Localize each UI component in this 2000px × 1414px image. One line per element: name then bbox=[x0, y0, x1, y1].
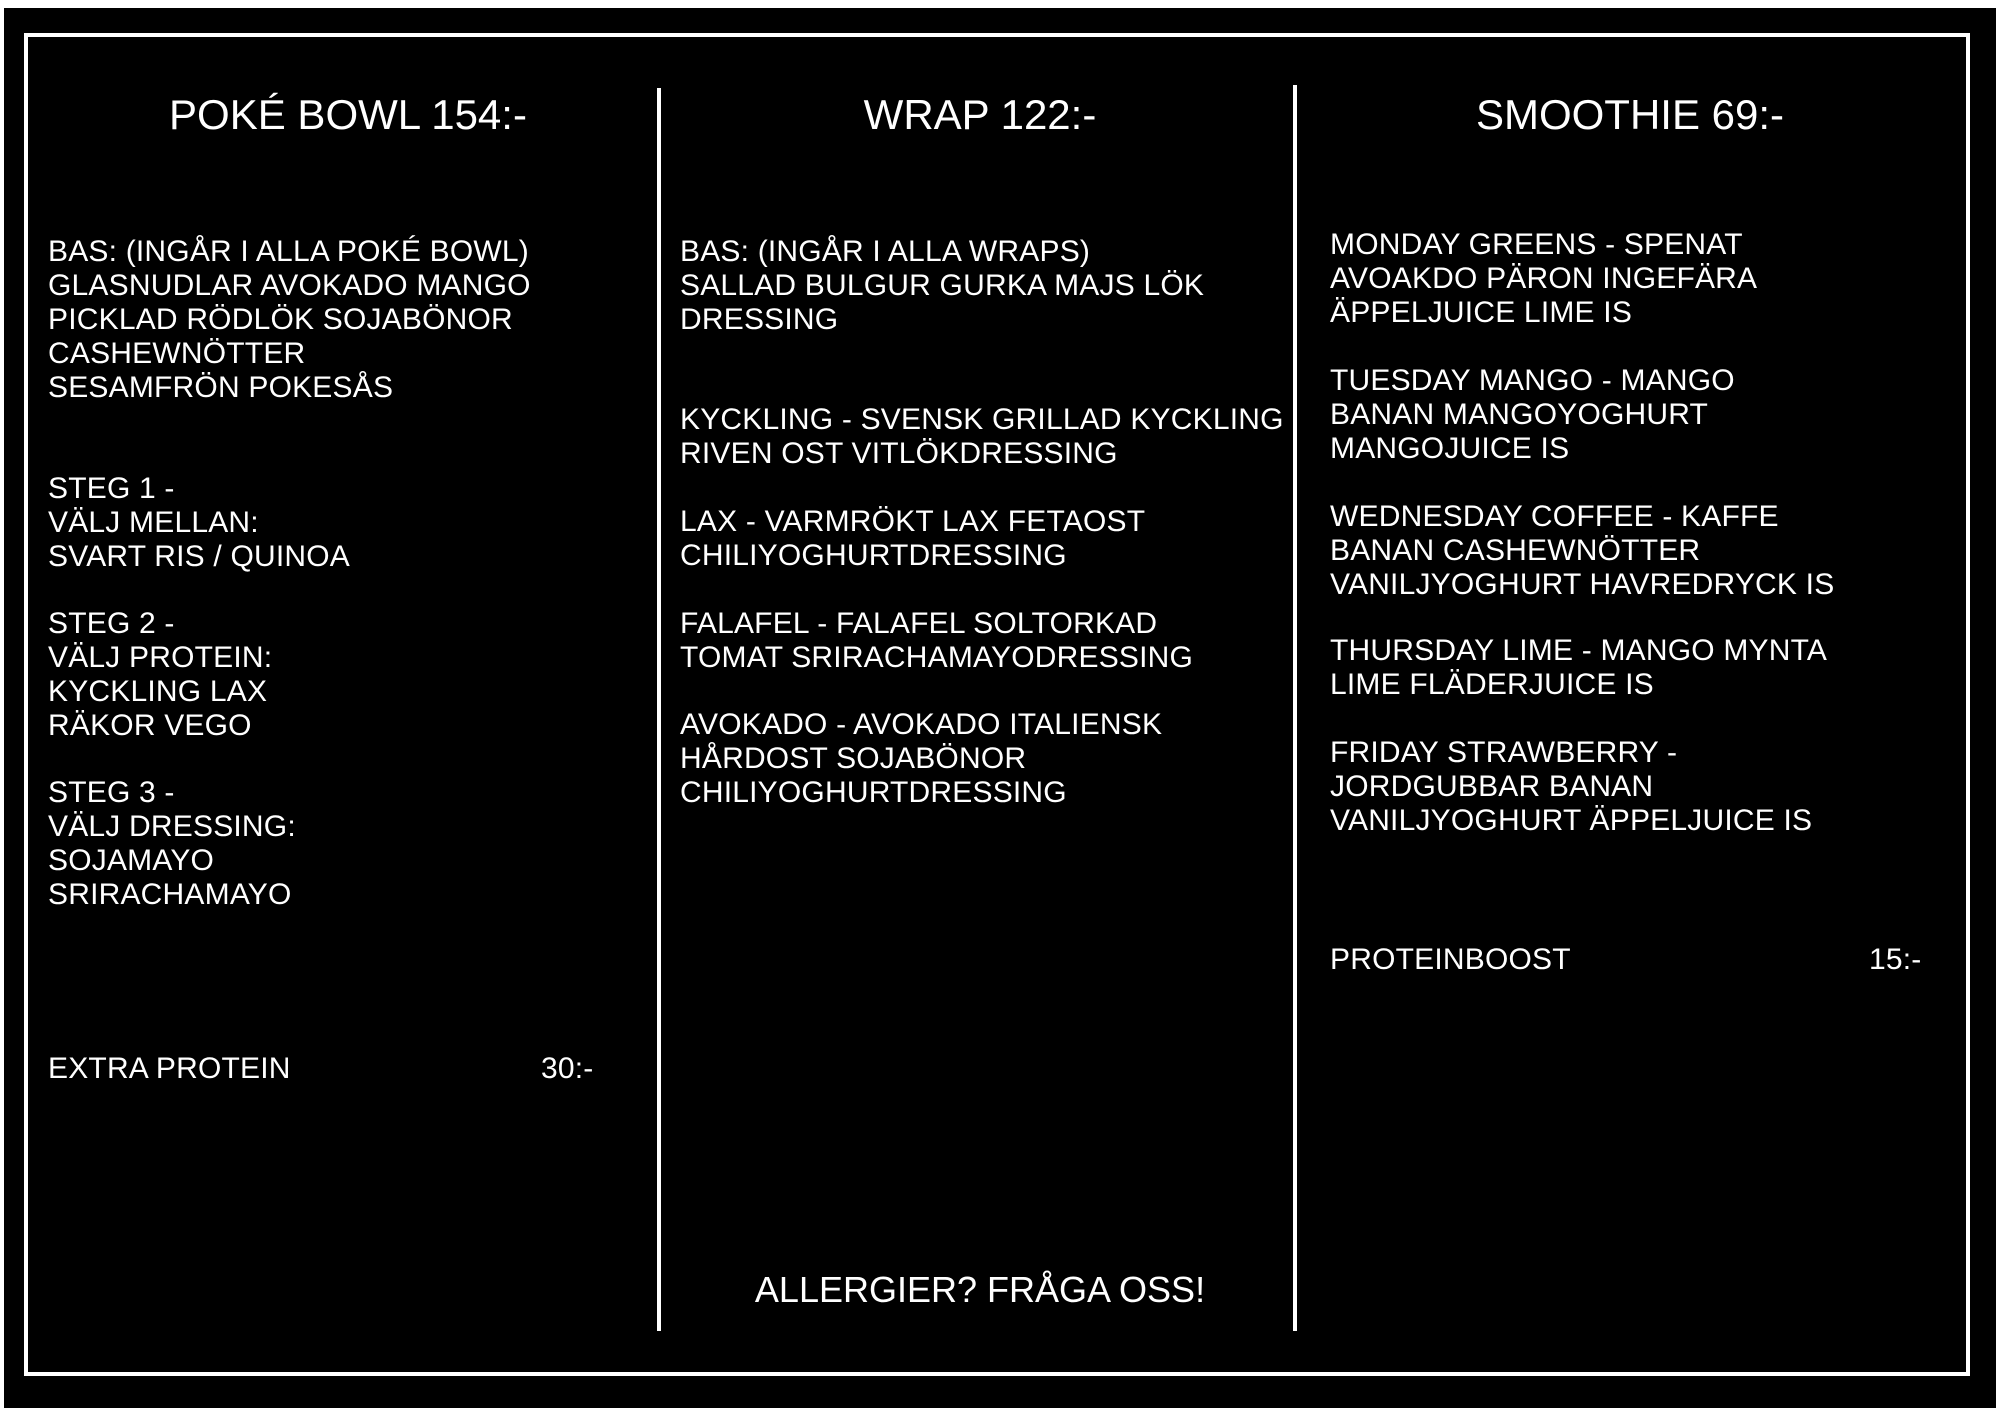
poke-step-3-line: VÄLJ DRESSING: bbox=[48, 810, 296, 843]
poke-bowl-heading: POKÉ BOWL 154:- bbox=[169, 91, 527, 138]
smoothie-monday-line: MONDAY GREENS - SPENAT bbox=[1330, 228, 1743, 261]
smoothie-thursday-line: THURSDAY LIME - MANGO MYNTA bbox=[1330, 634, 1828, 667]
smoothie-monday-block bbox=[1330, 228, 1757, 330]
wrap-heading: WRAP 122:- bbox=[863, 91, 1097, 138]
poke-step-2-line: RÄKOR VEGO bbox=[48, 709, 252, 742]
wrap-lax-line: LAX - VARMRÖKT LAX FETAOST bbox=[680, 505, 1146, 538]
protein-boost-price: 15:- bbox=[1869, 943, 1922, 976]
extra-protein-row bbox=[48, 1052, 608, 1086]
wrap-falafel-line: FALAFEL - FALAFEL SOLTORKAD bbox=[680, 607, 1158, 640]
poke-base-line: CASHEWNÖTTER bbox=[48, 337, 306, 370]
poke-step-3-line: SRIRACHAMAYO bbox=[48, 878, 292, 911]
poke-base-line: SESAMFRÖN POKESÅS bbox=[48, 371, 394, 404]
poke-step-2-line: KYCKLING LAX bbox=[48, 675, 268, 708]
smoothie-heading: SMOOTHIE 69:- bbox=[1475, 91, 1785, 138]
wrap-base-line: DRESSING bbox=[680, 303, 839, 336]
smoothie-wednesday-line: WEDNESDAY COFFEE - KAFFE bbox=[1330, 500, 1779, 533]
poke-step-2-line: VÄLJ PROTEIN: bbox=[48, 641, 273, 674]
smoothie-wednesday-block bbox=[1330, 500, 1834, 602]
wrap-kyckling-block bbox=[680, 403, 1284, 471]
poke-step-1-line: SVART RIS / QUINOA bbox=[48, 540, 351, 573]
poke-step-1-block bbox=[48, 472, 350, 574]
poke-step-3-block bbox=[48, 776, 296, 912]
poke-step-3-line: STEG 3 - bbox=[48, 776, 175, 809]
poke-base-block bbox=[48, 235, 531, 405]
smoothie-friday-line: FRIDAY STRAWBERRY - bbox=[1330, 736, 1678, 769]
poke-step-2-block bbox=[48, 607, 272, 743]
extra-protein-price: 30:- bbox=[541, 1052, 594, 1085]
poke-base-line: GLASNUDLAR AVOKADO MANGO bbox=[48, 269, 531, 302]
wrap-falafel-block bbox=[680, 607, 1193, 675]
wrap-base-line: SALLAD BULGUR GURKA MAJS LÖK bbox=[680, 269, 1205, 302]
smoothie-friday-line: VANILJYOGHURT ÄPPELJUICE IS bbox=[1330, 804, 1813, 837]
poke-step-2-line: STEG 2 - bbox=[48, 607, 175, 640]
poke-base-line: PICKLAD RÖDLÖK SOJABÖNOR bbox=[48, 303, 513, 336]
smoothie-tuesday-block bbox=[1330, 364, 1735, 466]
column-divider-right bbox=[1293, 85, 1297, 1331]
smoothie-wednesday-line: BANAN CASHEWNÖTTER bbox=[1330, 534, 1701, 567]
smoothie-thursday-line: LIME FLÄDERJUICE IS bbox=[1330, 668, 1654, 701]
smoothie-friday-line: JORDGUBBAR BANAN bbox=[1330, 770, 1654, 803]
wrap-kyckling-line: KYCKLING - SVENSK GRILLAD KYCKLING bbox=[680, 403, 1284, 436]
wrap-kyckling-line: RIVEN OST VITLÖKDRESSING bbox=[680, 437, 1118, 470]
protein-boost-label: PROTEINBOOST bbox=[1330, 943, 1571, 976]
smoothie-monday-line: ÄPPELJUICE LIME IS bbox=[1330, 296, 1633, 329]
wrap-falafel-line: TOMAT SRIRACHAMAYODRESSING bbox=[680, 641, 1194, 674]
smoothie-friday-block bbox=[1330, 736, 1812, 838]
poke-base-line: BAS: (INGÅR I ALLA POKÉ BOWL) bbox=[48, 235, 529, 268]
poke-step-1-line: STEG 1 - bbox=[48, 472, 175, 505]
wrap-lax-line: CHILIYOGHURTDRESSING bbox=[680, 539, 1067, 572]
smoothie-tuesday-line: TUESDAY MANGO - MANGO bbox=[1330, 364, 1735, 397]
wrap-base-block bbox=[680, 235, 1204, 337]
smoothie-wednesday-line: VANILJYOGHURT HAVREDRYCK IS bbox=[1330, 568, 1835, 601]
wrap-avokado-line: AVOKADO - AVOKADO ITALIENSK bbox=[680, 708, 1163, 741]
smoothie-thursday-block bbox=[1330, 634, 1827, 702]
protein-boost-row bbox=[1330, 943, 1930, 977]
smoothie-monday-line: AVOAKDO PÄRON INGEFÄRA bbox=[1330, 262, 1758, 295]
allergy-notice: ALLERGIER? FRÅGA OSS! bbox=[754, 1269, 1206, 1310]
wrap-avokado-block bbox=[680, 708, 1162, 810]
poke-step-3-line: SOJAMAYO bbox=[48, 844, 215, 877]
smoothie-tuesday-line: BANAN MANGOYOGHURT bbox=[1330, 398, 1709, 431]
wrap-avokado-line: HÅRDOST SOJABÖNOR bbox=[680, 742, 1027, 775]
wrap-base-line: BAS: (INGÅR I ALLA WRAPS) bbox=[680, 235, 1091, 268]
smoothie-tuesday-line: MANGOJUICE IS bbox=[1330, 432, 1570, 465]
wrap-avokado-line: CHILIYOGHURTDRESSING bbox=[680, 776, 1067, 809]
extra-protein-label: EXTRA PROTEIN bbox=[48, 1052, 291, 1085]
column-divider-left bbox=[657, 88, 661, 1331]
poke-step-1-line: VÄLJ MELLAN: bbox=[48, 506, 259, 539]
wrap-lax-block bbox=[680, 505, 1145, 573]
